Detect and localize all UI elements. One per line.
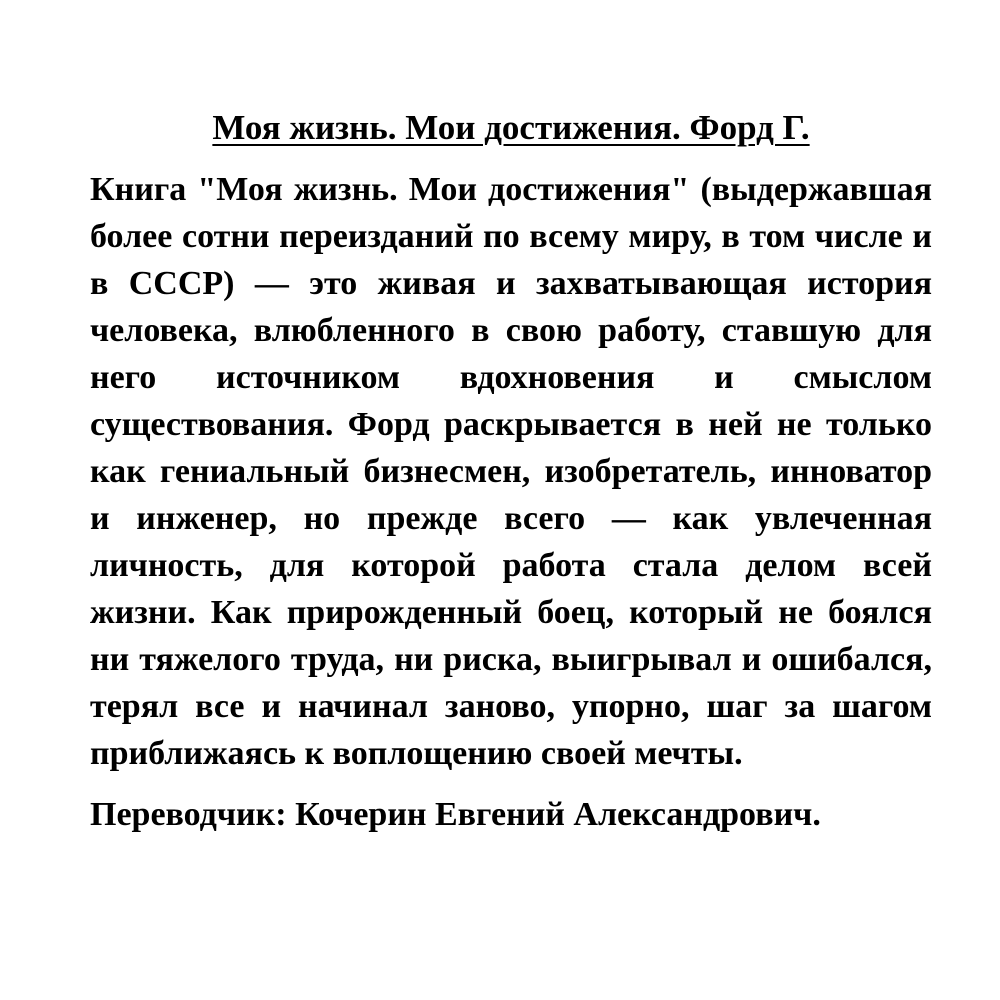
book-description: Книга "Моя жизнь. Мои достижения" (выдержавшая более сотни переизданий по всему миру, в том числе и в СССР) — это живая и захватывающая история человека, влюбленного в свою работу, ставшую для него источником вдохновения и смыслом существования. Форд раскрывается в ней не только как гениальный бизнесмен, изобретатель, инноватор и инженер, но прежде всего — как увлеченная личность, для которой работа стала делом всей жизни. Как прирожденный боец, который не боялся ни тяжелого труда, ни риска, выигрывал и ошибался, терял все и начинал заново, упорно, шаг за шагом приближаясь к воплощению своей мечты. (90, 171, 932, 772)
book-title: Моя жизнь. Мои достижения. Форд Г. (212, 108, 810, 147)
translator-credit: Переводчик: Кочерин Евгений Александрович. (90, 796, 821, 833)
document-page (90, 104, 932, 838)
